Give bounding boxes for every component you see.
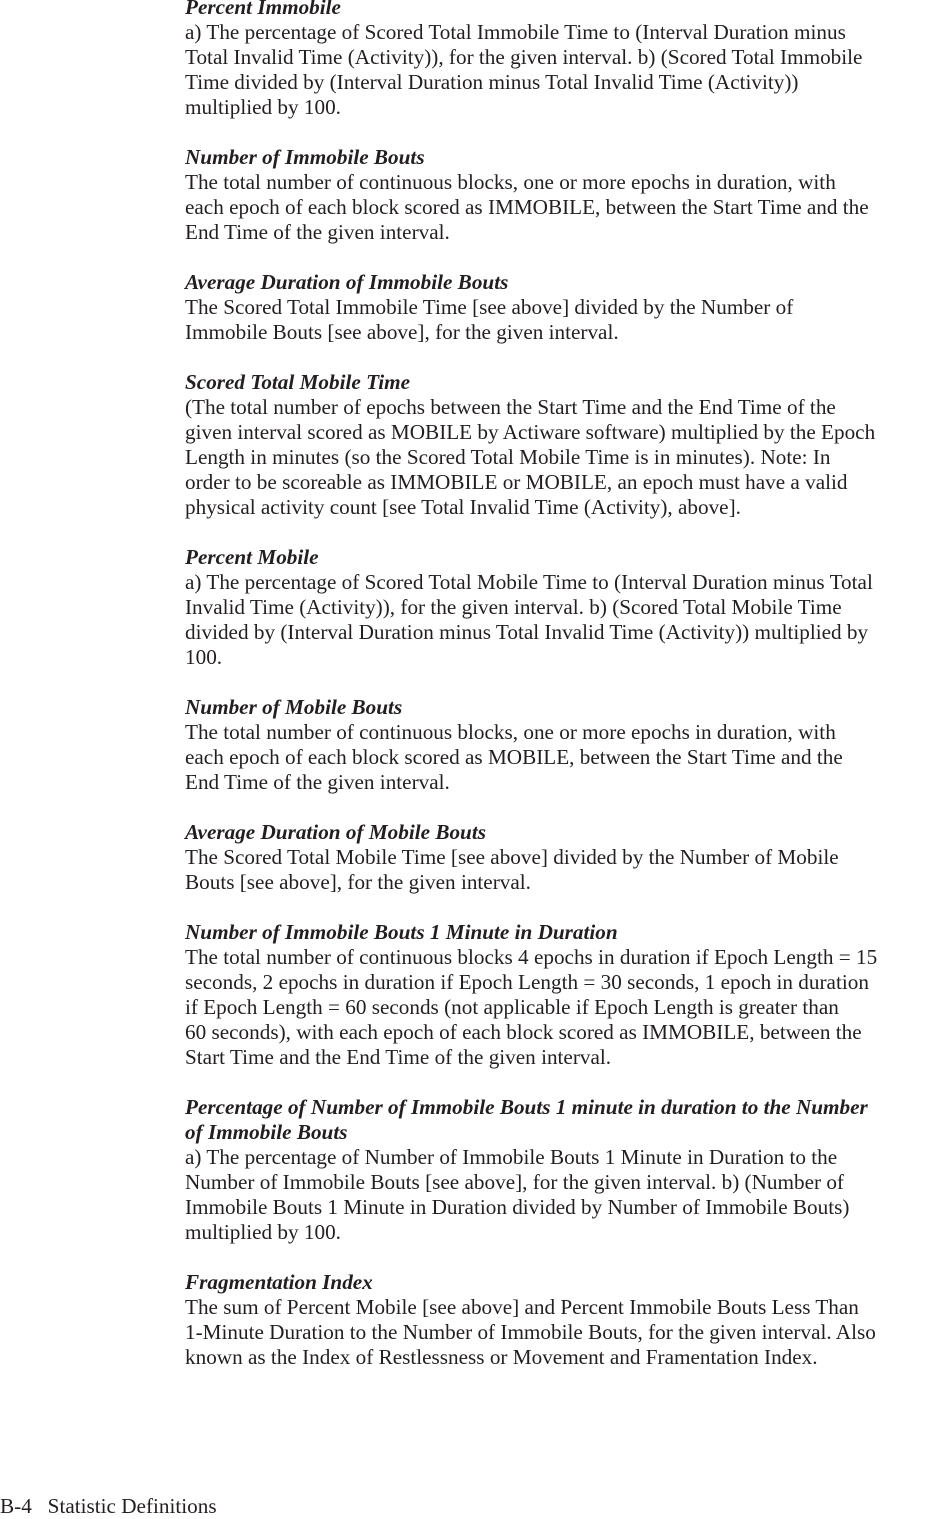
page-number: B-4	[0, 1494, 32, 1518]
definition-entry	[185, 370, 933, 520]
definition-term: Scored Total Mobile Time	[185, 370, 411, 394]
definition-text: (The total number of epochs between the Start Time and the End Time of the given interval scored as MOBILE by Actiware software) multiplied by the Epoch Length in minutes (so the Scored Total Mobile Time is in minutes). Note: In order to be scoreable as IMMOBILE or MOBILE, an epoch must have a valid physical activity count [see Total Invalid Time (Activity), above].	[185, 395, 876, 519]
definition-text: a) The percentage of Scored Total Mobile Time to (Interval Duration minus Total Invalid Time (Activity)), for the given interval. b) (Scored Total Mobile Time divided by (Interval Duration minus Total Invalid Time (Activity)) multiplied by 100.	[185, 570, 873, 669]
definition-term: Average Duration of Mobile Bouts	[185, 820, 486, 844]
page-footer	[0, 1494, 217, 1519]
definition-term: Average Duration of Immobile Bouts	[185, 270, 509, 294]
definition-text: The Scored Total Mobile Time [see above] divided by the Number of Mobile Bouts [see above], for the given interval.	[185, 845, 839, 894]
section-title: Statistic Definitions	[47, 1494, 217, 1518]
definition-entry	[185, 1095, 933, 1245]
definition-text: The sum of Percent Mobile [see above] and Percent Immobile Bouts Less Than 1-Minute Duration to the Number of Immobile Bouts, for the given interval. Also known as the Index of Restlessness or Movement and Framentation Index.	[185, 1295, 876, 1369]
definition-text: The total number of continuous blocks, one or more epochs in duration, with each epoch of each block scored as IMMOBILE, between the Start Time and the End Time of the given interval.	[185, 170, 869, 244]
definition-term: Number of Immobile Bouts	[185, 145, 425, 169]
definition-term: Percent Mobile	[185, 545, 319, 569]
definitions-list	[185, 0, 933, 1395]
definition-text: a) The percentage of Scored Total Immobile Time to (Interval Duration minus Total Invalid Time (Activity)), for the given interval. b) (Scored Total Immobile Time divided by (Interval Duration minus Total Invalid Time (Activity)) multiplied by 100.	[185, 20, 863, 119]
definition-entry	[185, 695, 933, 795]
definition-entry	[185, 820, 933, 895]
definition-text: a) The percentage of Number of Immobile Bouts 1 Minute in Duration to the Number of Immobile Bouts [see above], for the given interval. b) (Number of Immobile Bouts 1 Minute in Duration divided by Number of Immobile Bouts) multiplied by 100.	[185, 1145, 850, 1244]
definition-term: Percentage of Number of Immobile Bouts 1 minute in duration to the Number of Immobile Bouts	[185, 1095, 868, 1144]
definition-text: The Scored Total Immobile Time [see above] divided by the Number of Immobile Bouts [see above], for the given interval.	[185, 295, 794, 344]
definition-entry	[185, 545, 933, 670]
definition-entry	[185, 920, 933, 1070]
definition-term: Fragmentation Index	[185, 1270, 373, 1294]
definition-entry	[185, 270, 933, 345]
definition-term: Number of Mobile Bouts	[185, 695, 403, 719]
definition-term: Number of Immobile Bouts 1 Minute in Duration	[185, 920, 618, 944]
definition-term: Percent Immobile	[185, 0, 341, 19]
definition-entry	[185, 145, 933, 245]
definition-text: The total number of continuous blocks 4 epochs in duration if Epoch Length = 15 seconds, 2 epochs in duration if Epoch Length = 30 seconds, 1 epoch in duration if Epoch Length = 60 seconds (not applicable if Epoch Length is greater than 60 seconds), with each epoch of each block scored as IMMOBILE, between the Start Time and the End Time of the given interval.	[185, 945, 878, 1069]
definition-text: The total number of continuous blocks, one or more epochs in duration, with each epoch of each block scored as MOBILE, between the Start Time and the End Time of the given interval.	[185, 720, 843, 794]
definition-entry	[185, 1270, 933, 1370]
definition-entry	[185, 0, 933, 120]
